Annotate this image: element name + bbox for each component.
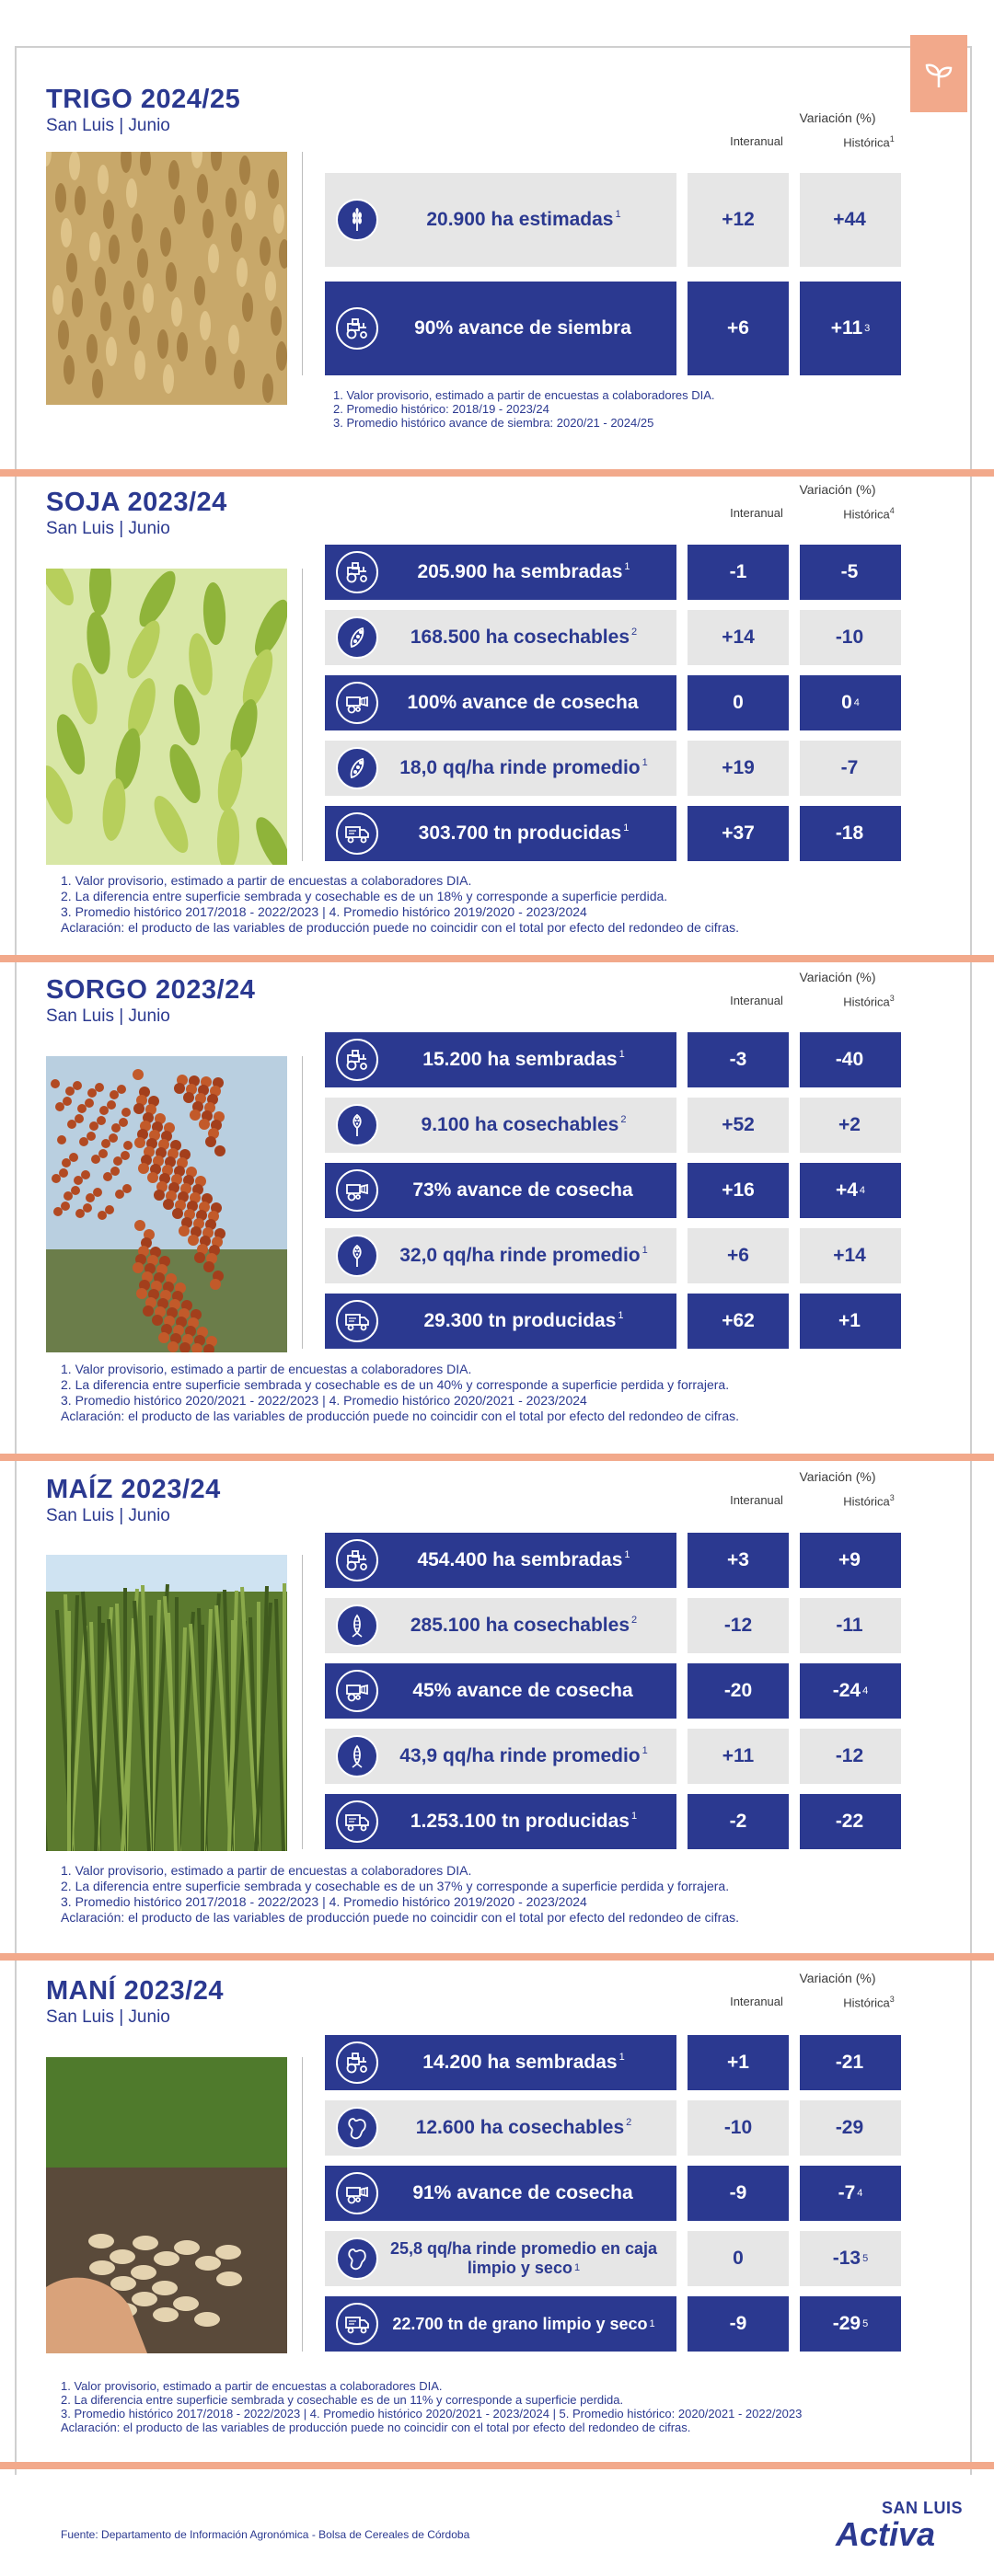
section-divider [0,1454,994,1461]
stat-label-box [325,282,676,375]
stat-interanual: +14 [688,610,789,665]
stat-label: 90% avance de siembra [414,317,631,339]
stat-interanual: +6 [688,282,789,375]
stat-row [325,610,901,665]
note-line: 2. La diferencia entre superficie sembrada y cosechable es de un 37% y corresponde a superficie perdida y forrajera. [61,1879,730,1893]
stat-historica: +9 [800,1533,901,1588]
stat-label: 45% avance de cosecha [412,1680,633,1701]
note-line: Aclaración: el producto de las variables de producción puede no coincidir con el total por efecto del redondeo de cifras. [61,2421,691,2434]
stat-interanual: -1 [688,545,789,600]
stat-interanual: +12 [688,173,789,267]
note-line: 2. La diferencia entre superficie sembrada y cosechable es de un 18% y corresponde a superficie perdida. [61,889,668,903]
tractor-icon [336,551,378,593]
stat-label-box [325,1228,676,1283]
stat-label: 29.300 tn producidas $^1$ [423,1310,624,1331]
stat-label-box [325,1032,676,1087]
vertical-separator [302,1555,303,1849]
stat-label: 9.100 ha cosechables $^2$ [421,1114,627,1135]
crop-photo [46,152,287,405]
note-line: 3. Promedio histórico 2017/2018 - 2022/2023 | 4. Promedio histórico 2019/2020 - 2023/2024 [61,1894,587,1909]
variation-header: Variación (%) [799,970,876,984]
stat-row [325,282,901,375]
stat-label-box [325,1533,676,1588]
stat-historica: +14 [800,1228,901,1283]
section-divider [0,2462,994,2469]
stat-label: 20.900 ha estimadas $^1$ [426,209,621,230]
stat-row [325,1663,901,1719]
section-subtitle: San Luis | Junio [46,1506,170,1525]
col-historica: Histórica$^1$ [843,134,895,150]
tractor-icon [336,1539,378,1581]
section-title: SOJA 2023/24 [46,488,227,517]
stat-label-box [325,741,676,796]
peanut-icon [336,2237,378,2280]
stat-interanual: -3 [688,1032,789,1087]
stat-row [325,2100,901,2156]
stat-row [325,2166,901,2221]
section-divider [0,1953,994,1961]
stat-row [325,2231,901,2286]
tractor-icon [336,1039,378,1081]
tractor-icon [336,307,378,350]
stat-label-box [325,173,676,267]
stat-interanual: +16 [688,1163,789,1218]
stat-label-box [325,610,676,665]
stat-label: 32,0 qq/ha rinde promedio $^1$ [399,1245,648,1266]
stat-interanual: -9 [688,2296,789,2352]
section-divider [0,955,994,962]
stat-label: 15.200 ha sembradas $^1$ [422,1049,625,1070]
stat-label: 43,9 qq/ha rinde promedio $^1$ [399,1745,648,1766]
section-notes [61,1863,957,1926]
stat-historica: -5 [800,545,901,600]
harvester-icon [336,2172,378,2214]
stat-interanual: +52 [688,1098,789,1153]
stat-label: 168.500 ha cosechables $^2$ [410,627,638,648]
note-line: 3. Promedio histórico avance de siembra: 2020/21 - 2024/25 [333,416,654,430]
variation-header: Variación (%) [799,110,876,125]
truck-icon [336,812,378,855]
col-interanual: Interanual [730,1995,783,2008]
stat-interanual: +6 [688,1228,789,1283]
section-title: TRIGO 2024/25 [46,85,241,114]
stat-label: 303.700 tn producidas $^1$ [418,822,630,844]
peanut-icon [336,2107,378,2149]
stat-historica: -29 [800,2100,901,2156]
stat-label-box [325,2166,676,2221]
stat-label-box [325,1294,676,1349]
crop-photo [46,1056,287,1352]
stat-historica: -7 4 [800,2166,901,2221]
note-line: Aclaración: el producto de las variables de producción puede no coincidir con el total por efecto del redondeo de cifras. [61,1910,740,1925]
section-title: SORGO 2023/24 [46,975,256,1005]
stat-label: 100% avance de cosecha [407,692,639,713]
stat-historica: -40 [800,1032,901,1087]
stat-label-box [325,1098,676,1153]
stat-interanual: +3 [688,1533,789,1588]
section-notes [61,873,957,936]
col-interanual: Interanual [730,994,783,1007]
col-interanual: Interanual [730,506,783,520]
logo-main-text: Activa [836,2515,936,2553]
stat-label: 1.253.100 tn producidas $^1$ [410,1811,638,1832]
sprout-icon [910,35,967,112]
note-line: 3. Promedio histórico 2017/2018 - 2022/2023 | 4. Promedio histórico 2019/2020 - 2023/2024 [61,904,587,919]
footer-source: Fuente: Departamento de Información Agronómica - Bolsa de Cereales de Córdoba [61,2528,470,2541]
stat-row [325,173,901,267]
stat-label-box [325,2231,676,2286]
stat-label-box [325,545,676,600]
san-luis-activa-logo [825,2499,963,2563]
stat-interanual: +11 [688,1729,789,1784]
note-line: 1. Valor provisorio, estimado a partir de encuestas a colaboradores DIA. [61,2379,443,2393]
stat-historica: +44 [800,173,901,267]
stat-row [325,1794,901,1849]
harvester-icon [336,1670,378,1712]
stat-historica: +4 4 [800,1163,901,1218]
stat-label: 454.400 ha sembradas $^1$ [417,1549,630,1570]
stat-row [325,806,901,861]
stat-label: 22.700 tn de grano limpio y seco $^1$ [392,2314,655,2333]
note-line: Aclaración: el producto de las variables de producción puede no coincidir con el total por efecto del redondeo de cifras. [61,1409,740,1423]
sorghum-icon [336,1235,378,1277]
col-interanual: Interanual [730,1493,783,1507]
stat-row [325,675,901,730]
section-subtitle: San Luis | Junio [46,2007,170,2027]
stat-label: 12.600 ha cosechables $^2$ [415,2117,632,2138]
harvester-icon [336,682,378,724]
col-historica: Histórica$^4$ [843,506,895,522]
stat-label: 14.200 ha sembradas $^1$ [422,2052,625,2073]
stat-row [325,1598,901,1653]
stat-historica: -12 [800,1729,901,1784]
section-title: MANÍ 2023/24 [46,1976,224,2006]
stat-row [325,1032,901,1087]
logo-top-text: SAN LUIS [881,2499,963,2517]
wheat-icon [336,199,378,241]
stat-historica: -7 [800,741,901,796]
stat-row [325,545,901,600]
harvester-icon [336,1169,378,1212]
stat-label-box [325,2100,676,2156]
stat-label: 25,8 qq/ha rinde promedio en caja limpio y seco $^1$ [389,2239,658,2277]
stat-label: 73% avance de cosecha [412,1179,633,1201]
stat-row [325,1163,901,1218]
stat-label-box [325,675,676,730]
note-line: 1. Valor provisorio, estimado a partir de encuestas a colaboradores DIA. [333,388,715,402]
section-divider [0,469,994,477]
tractor-icon [336,2041,378,2084]
vertical-separator [302,1056,303,1349]
stat-label-box [325,1163,676,1218]
stat-interanual: -9 [688,2166,789,2221]
note-line: 2. La diferencia entre superficie sembrada y cosechable es de un 40% y corresponde a superficie perdida y forrajera. [61,1377,730,1392]
stat-label-box [325,1794,676,1849]
stat-historica: -29 5 [800,2296,901,2352]
stat-interanual: +1 [688,2035,789,2090]
stat-interanual: 0 [688,2231,789,2286]
variation-header: Variación (%) [799,1469,876,1484]
stat-label: 205.900 ha sembradas $^1$ [417,561,630,582]
sorghum-icon [336,1104,378,1146]
stat-historica: 0 4 [800,675,901,730]
stat-interanual: -20 [688,1663,789,1719]
section-subtitle: San Luis | Junio [46,519,170,538]
stat-interanual: 0 [688,675,789,730]
section-notes [61,1362,957,1424]
stat-label: 91% avance de cosecha [412,2182,633,2203]
crop-photo [46,569,287,865]
corn-icon [336,1604,378,1647]
stat-interanual: -12 [688,1598,789,1653]
stat-row [325,2035,901,2090]
note-line: 1. Valor provisorio, estimado a partir de encuestas a colaboradores DIA. [61,1362,472,1376]
variation-header: Variación (%) [799,482,876,497]
soy-icon [336,616,378,659]
stat-historica: +11 3 [800,282,901,375]
col-historica: Histórica$^3$ [843,994,895,1009]
stat-label-box [325,806,676,861]
stat-row [325,1294,901,1349]
stat-interanual: -2 [688,1794,789,1849]
col-interanual: Interanual [730,134,783,148]
stat-label: 285.100 ha cosechables $^2$ [410,1615,638,1636]
stat-historica: +1 [800,1294,901,1349]
stat-label-box [325,1729,676,1784]
note-line: 3. Promedio histórico 2020/2021 - 2022/2023 | 4. Promedio histórico 2020/2021 - 2023/2024 [61,1393,587,1408]
stat-historica: -22 [800,1794,901,1849]
stat-row [325,1098,901,1153]
stat-row [325,1729,901,1784]
stat-historica: -24 4 [800,1663,901,1719]
note-line: 2. Promedio histórico: 2018/19 - 2023/24 [333,402,549,416]
section-title: MAÍZ 2023/24 [46,1475,221,1504]
stat-label-box [325,1663,676,1719]
stat-label-box [325,2296,676,2352]
stat-row [325,741,901,796]
note-line: 1. Valor provisorio, estimado a partir de encuestas a colaboradores DIA. [61,873,472,888]
truck-icon [336,1300,378,1342]
vertical-separator [302,569,303,861]
stat-interanual: -10 [688,2100,789,2156]
stat-historica: -11 [800,1598,901,1653]
vertical-separator [302,152,303,375]
stat-historica: -10 [800,610,901,665]
section-subtitle: San Luis | Junio [46,116,170,135]
stat-historica: -18 [800,806,901,861]
stat-interanual: +19 [688,741,789,796]
note-line: Aclaración: el producto de las variables de producción puede no coincidir con el total por efecto del redondeo de cifras. [61,920,740,935]
stat-row [325,1228,901,1283]
stat-historica: -21 [800,2035,901,2090]
note-line: 3. Promedio histórico 2017/2018 - 2022/2023 | 4. Promedio histórico 2020/2021 - 2023/2024 | 5. Promedio histórico: 2020/2021 - 2022/2023 [61,2407,803,2421]
stat-row [325,2296,901,2352]
section-subtitle: San Luis | Junio [46,1006,170,1026]
soy-icon [336,747,378,789]
stat-interanual: +62 [688,1294,789,1349]
section-notes [61,2379,957,2434]
note-line: 2. La diferencia entre superficie sembrada y cosechable es de un 11% y corresponde a superficie perdida. [61,2393,624,2407]
truck-icon [336,2303,378,2345]
stat-historica: +2 [800,1098,901,1153]
truck-icon [336,1800,378,1843]
corn-icon [336,1735,378,1777]
stat-label-box [325,1598,676,1653]
variation-header: Variación (%) [799,1971,876,1985]
stat-interanual: +37 [688,806,789,861]
col-historica: Histórica$^3$ [843,1995,895,2010]
stat-historica: -13 5 [800,2231,901,2286]
note-line: 1. Valor provisorio, estimado a partir de encuestas a colaboradores DIA. [61,1863,472,1878]
stat-row [325,1533,901,1588]
vertical-separator [302,2057,303,2352]
section-notes [333,388,957,430]
crop-photo [46,2057,287,2353]
stat-label-box [325,2035,676,2090]
stat-label: 18,0 qq/ha rinde promedio $^1$ [399,757,648,778]
crop-photo [46,1555,287,1851]
col-historica: Histórica$^3$ [843,1493,895,1509]
